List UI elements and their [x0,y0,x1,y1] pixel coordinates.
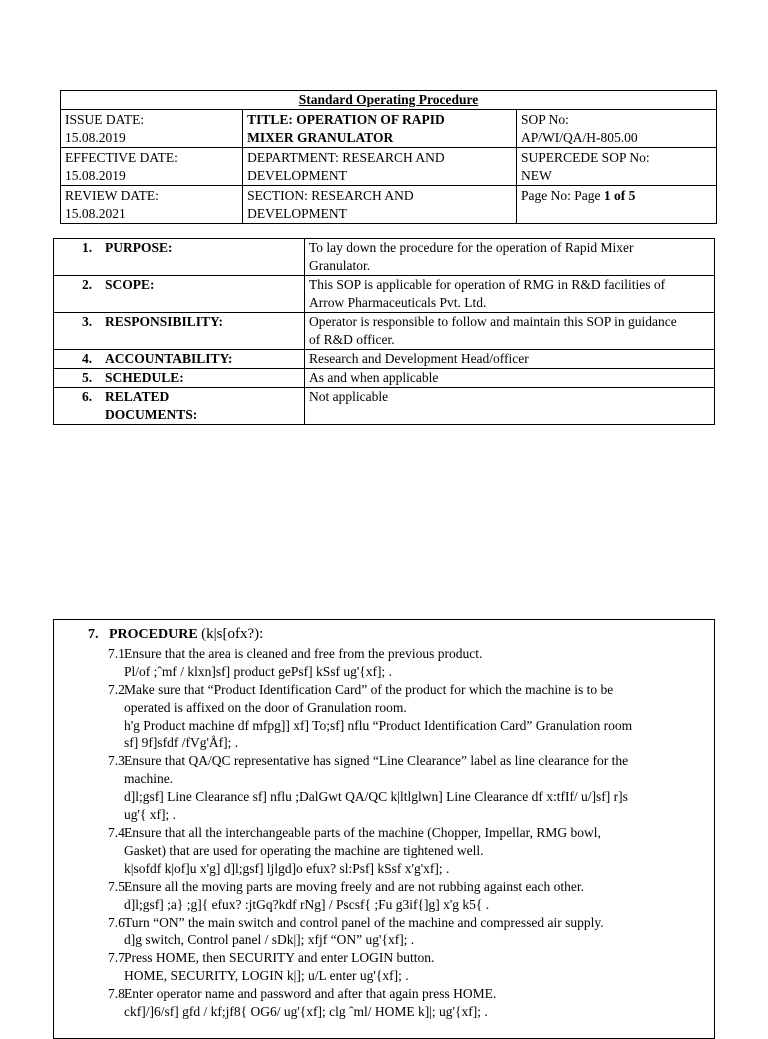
step-number: 7.8 [108,986,125,1002]
step-number: 7.6 [108,914,125,930]
procedure-step [88,914,706,950]
supercede-cell [517,148,717,186]
step-text-english: Gasket) that are used for operating the machine are tightened well. [124,842,484,858]
step-text-native: d]l;gsf] Line Clearance sf] nflu ;DalGwt QA/QC k|ltlglwn] Line Clearance df x:tfIf/ u/]sf] r]s [124,789,628,805]
info-num: 5. [82,370,93,385]
step-number: 7.4 [108,824,125,840]
page-of: of [610,188,629,203]
info-label: RESPONSIBILITY: [105,314,224,329]
department-line2: DEVELOPMENT [247,168,347,183]
doc-title-cell [243,110,517,148]
info-value: To lay down the procedure for the operation of Rapid Mixer [309,240,634,255]
step-text-english: Ensure all the moving parts are moving freely and are not rubbing against each other. [124,878,584,894]
info-num: 2. [82,277,93,292]
info-label: RELATED [105,389,170,404]
info-value: This SOP is applicable for operation of RMG in R&D facilities of [309,277,666,292]
procedure-title: PROCEDURE [109,627,198,642]
step-number: 7.7 [108,950,125,966]
info-row-purpose [54,239,715,276]
step-text-native: HOME, SECURITY, LOGIN k|]; u/L enter ug'{xf]; . [124,968,409,984]
step-text-english: Ensure that the area is cleaned and free from the previous product. [124,645,483,661]
review-date-label: REVIEW DATE: [65,188,159,203]
info-value: As and when applicable [309,370,439,385]
department-line1: DEPARTMENT: RESEARCH AND [247,150,445,165]
step-text-native: ug'{ xf]; . [124,807,177,823]
info-num: 1. [82,240,93,255]
procedure-step [88,645,706,681]
effective-date-cell [61,148,243,186]
step-text-english: operated is affixed on the door of Granulation room. [124,699,407,715]
sop-no-label: SOP No: [521,112,569,127]
procedure-num: 7. [88,627,99,642]
step-text-english: Make sure that “Product Identification Card” of the product for which the machine is to be [124,681,614,697]
issue-date-label: ISSUE DATE: [65,112,145,127]
page-prefix: Page No: Page [521,188,604,203]
review-date-value: 15.08.2021 [65,206,126,221]
department-cell [243,148,517,186]
step-text-english: Ensure that all the interchangeable parts of the machine (Chopper, Impellar, RMG bowl, [124,824,601,840]
info-label: ACCOUNTABILITY: [105,351,233,366]
procedure-step [88,985,706,1021]
step-number: 7.5 [108,878,125,894]
info-label: SCOPE: [105,277,155,292]
info-value: Granulator. [309,258,371,273]
step-text-native: Pl/of ;ˆmf / klxn]sf] product gePsf] kSsf ug'{xf]; . [124,663,393,679]
step-text-native: k|sofdf k|of]u x'g] d]l;gsf] ljlgd]o efux? sl:Psf] kSsf x'g'xf]; . [124,860,450,876]
step-number: 7.2 [108,681,125,697]
procedure-steps [88,645,706,1021]
info-row-scope [54,276,715,313]
page-total: 5 [628,188,636,203]
procedure-title-native: (k|s[ofx?): [201,626,264,642]
info-value: Not applicable [309,389,389,404]
issue-date-value: 15.08.2019 [65,130,126,145]
effective-date-value: 15.08.2019 [65,168,126,183]
section-line1: SECTION: RESEARCH AND [247,188,414,203]
step-text-native: ckf]/]6/sf] gfd / kf;jf8{ OG6/ ug'{xf]; clg ˆml/ HOME k]|; ug'{xf]; . [124,1004,488,1020]
step-text-english: Enter operator name and password and after that again press HOME. [124,986,497,1002]
sop-info-table [53,238,715,425]
info-label: SCHEDULE: [105,370,184,385]
info-num: 4. [82,351,93,366]
step-text-native: d]l;gsf] ;a} ;g]{ efux? :jtGq?kdf rNg] / Pscsf{ ;Fu g3if{]g] x'g k5{ . [124,896,490,912]
info-row-responsibility [54,313,715,350]
section-cell [243,186,517,224]
page-number-cell [517,186,717,224]
step-number: 7.3 [108,753,125,769]
effective-date-label: EFFECTIVE DATE: [65,150,178,165]
procedure-heading [88,626,706,644]
info-label: PURPOSE: [105,240,173,255]
sop-title: Standard Operating Procedure [61,91,717,110]
step-text-native: h'g Product machine df mfpg]] xf] To;sf] nflu “Product Identification Card” Granulation room [124,717,633,733]
sop-no-cell [517,110,717,148]
sop-no-value: AP/WI/QA/H-805.00 [521,130,638,145]
info-num: 3. [82,314,93,329]
procedure-step [88,878,706,914]
procedure-step [88,824,706,878]
supercede-label: SUPERCEDE SOP No: [521,150,650,165]
info-row-accountability [54,350,715,369]
issue-date-cell [61,110,243,148]
procedure-step [88,752,706,824]
step-text-native: sf] 9f]sfdf /fVg'Åf]; . [124,735,239,751]
step-text-native: d]g switch, Control panel / sDk|]; xfjf “ON” ug'{xf]; . [124,932,415,948]
info-label: DOCUMENTS: [105,407,198,422]
info-value: Operator is responsible to follow and maintain this SOP in guidance [309,314,677,329]
step-text-english: Turn “ON” the main switch and control panel of the machine and compressed air supply. [124,914,604,930]
doc-title-line1: TITLE: OPERATION OF RAPID [247,112,445,127]
sop-header-table [60,90,717,224]
info-row-schedule [54,369,715,388]
info-num: 6. [82,389,93,404]
procedure-step [88,949,706,985]
procedure-section [53,619,715,1039]
step-text-english: machine. [124,771,174,787]
step-text-english: Press HOME, then SECURITY and enter LOGIN button. [124,950,435,966]
section-line2: DEVELOPMENT [247,206,347,221]
doc-title-line2: MIXER GRANULATOR [247,130,394,145]
step-text-english: Ensure that QA/QC representative has signed “Line Clearance” label as line clearance for the [124,753,629,769]
step-number: 7.1 [108,645,125,661]
info-row-related-documents [54,388,715,425]
review-date-cell [61,186,243,224]
info-value: Arrow Pharmaceuticals Pvt. Ltd. [309,295,487,310]
info-value: Research and Development Head/officer [309,351,529,366]
supercede-value: NEW [521,168,552,183]
procedure-step [88,681,706,753]
page-current: 1 [603,188,611,203]
info-value: of R&D officer. [309,332,395,347]
